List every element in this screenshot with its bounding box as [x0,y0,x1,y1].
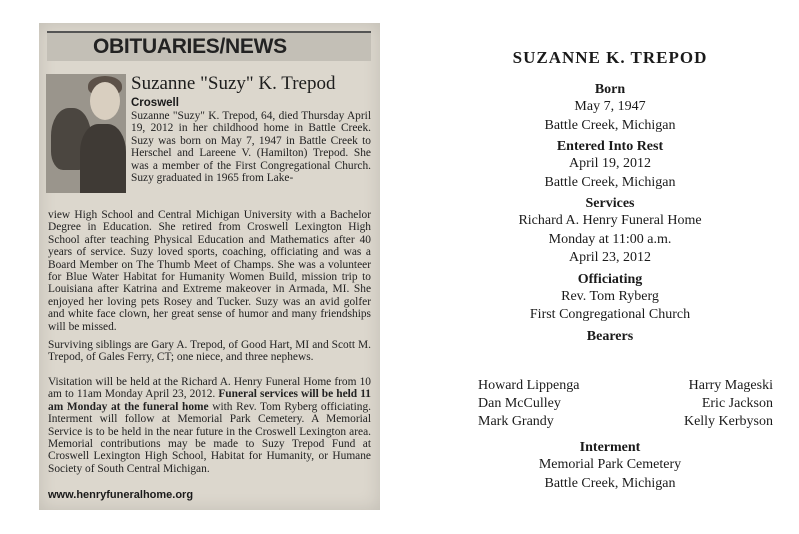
paragraph-3-end: with Rev. Tom Ryberg officiating. Interment will follow at Memorial Park Cemetery. A Memorial Service is to be held in the near future in the Croswell Lexington area. Memorial contributions may be made to Suzy Trepod Fund at Croswell Lexington High School, Habitat for Humanity, or Humane Society of South Central Michigan. [48,400,371,475]
bearers-row [478,414,773,432]
officiant-name: Rev. Tom Ryberg [561,288,659,304]
bearer-name: Mark Grandy [478,414,554,429]
services-date: April 23, 2012 [568,250,652,265]
person-body [80,124,126,193]
person-face [90,82,120,120]
masthead [47,31,371,61]
rest-place: Battle Creek, Michigan [544,174,676,190]
bearers-row [478,378,773,396]
interment-place: Memorial Park Cemetery [538,457,682,472]
services-heading: Services [585,196,635,211]
interment-city: Battle Creek, Michigan [544,475,676,491]
funeral-program [450,48,770,345]
masthead-title: OBITUARIES/NEWS [93,35,287,58]
interment-heading: Interment [579,440,641,455]
interment-block [450,440,770,493]
paragraph-3-bold: Funeral services will be held 11 am Monday at the funeral home [48,388,371,413]
services-time: Monday at 11:00 a.m. [548,231,672,247]
program-title: SUZANNE K. TREPOD [512,48,708,67]
paragraph-3-start: Visitation will be held at the Richard A. Henry Funeral Home from 10 am to 11am Monday April 23, 2012. [48,376,371,401]
rest-heading: Entered Into Rest [556,139,664,154]
funeral-home-url: www.henryfuneralhome.org [48,489,194,501]
obituary-town: Croswell [131,97,179,109]
born-date: May 7, 1947 [574,99,646,114]
bearer-name: Harry Mageski [688,378,773,393]
bearer-name: Dan McCulley [478,396,561,411]
paragraph-3 [48,376,371,475]
officiant-church: First Congregational Church [529,307,691,322]
obituary-name: Suzanne "Suzy" K. Trepod [131,73,336,94]
portrait-photo [46,74,126,193]
bearer-name: Howard Lippenga [478,378,580,393]
paragraph-1a: Suzanne "Suzy" K. Trepod, 64, died Thursday April 19, 2012 in her childhood home in Battle Creek. Suzy was born on May 7, 1947 in Battle Creek to Herschel and Lareene V. (Hamilton) Trepod. She was a member of the First Congregational Church. Suzy graduated in 1965 from Lake- [131,110,371,185]
bearers-row [478,396,773,414]
paragraph-1b: view High School and Central Michigan University with a Bachelor Degree in Education. She retired from Croswell Lexington High School after teaching Physical Education and Mathematics after 40 years of service. Suzy loved sports, coaching, officiating and was a Board Member on The Thumb Meet of Champs. She was a volunteer for Blue Water Habitat for Humanity Women Build, mission trip to Louisiana after Katrina and Extreme makeover in Armada, MI. She enjoyed her loving pets Rosey and Tucker. Suzy was an avid golfer and white face clown, her great sense of humor and many friendships will be missed. [48,209,371,333]
services-venue: Richard A. Henry Funeral Home [518,213,702,228]
bearers-list [478,378,773,432]
officiating-heading: Officiating [577,271,643,287]
paragraph-2: Surviving siblings are Gary A. Trepod, of Good Hart, MI and Scott M. Trepod, of Gales Ferry, CT; one niece, and three nephews. [48,339,371,364]
born-heading: Born [594,82,626,97]
rest-date: April 19, 2012 [568,156,652,171]
bearers-heading: Bearers [586,328,634,344]
bearer-name: Kelly Kerbyson [683,414,773,429]
bearer-name: Eric Jackson [701,396,773,411]
born-place: Battle Creek, Michigan [544,117,676,133]
obituary-clipping [39,23,380,510]
